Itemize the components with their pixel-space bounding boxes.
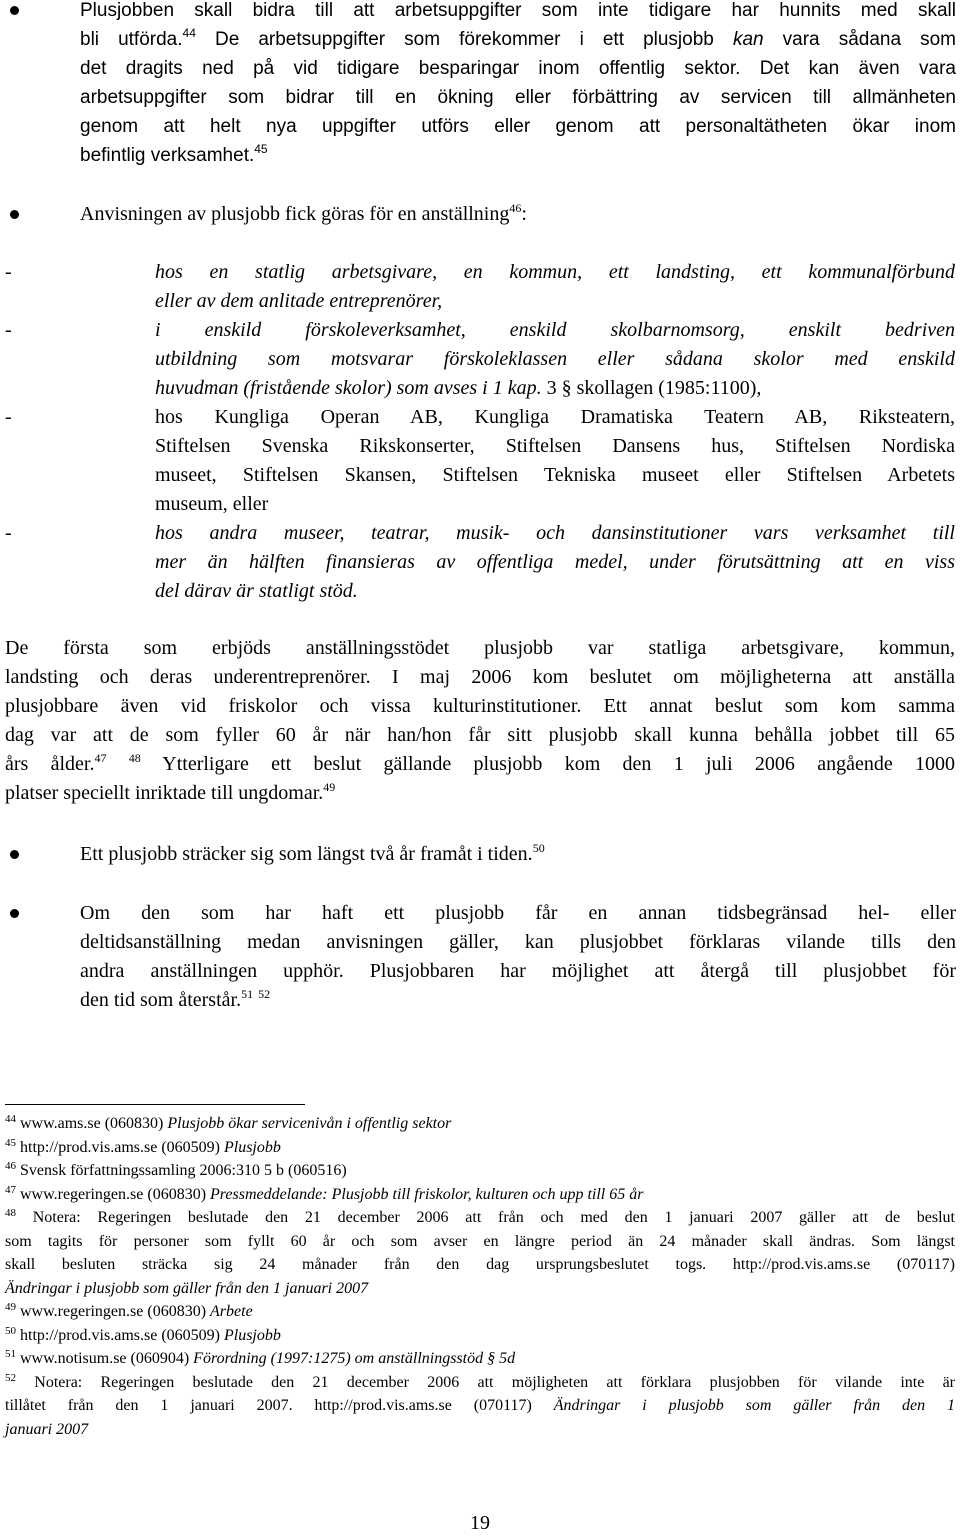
footnote-51: $^{51}$ www.notisum.se (060904) Förordning (1997:1275) om anställningsstöd § 5d: [5, 1348, 516, 1367]
footnote-ref-50[interactable]: 50: [532, 841, 545, 855]
bullet-icon: [10, 6, 19, 15]
body-paragraph: De första som erbjöds anställningsstödet plusjobb var statliga arbetsgivare, kommun, landsting och deras underentreprenörer. I maj 2006 kom beslutet om möjligheterna att anställa plusjobbare även vid friskolor och vissa kulturinstitutioner. Ett annat beslut som kom samma dag var att de som fyller 60 år när han/hon får sitt plusjobb skall kunna behålla jobbet till 65 års ålder.$^{47}$ $^{48}$ Ytterligare ett beslut gällande plusjobb kom den 1 juli 2006 angående 1000 platser speciellt inriktade till ungdomar.$^{49}$: [5, 637, 955, 804]
bullet-item-duration: Ett plusjobb sträcker sig som längst två år framåt i tiden.$^{50}$: [80, 840, 956, 869]
footnote-44: $^{44}$ www.ams.se (060830) Plusjobb ökar servicenivån i offentlig sektor: [5, 1113, 452, 1132]
page-number: 19: [470, 1512, 490, 1534]
bullet-item-plusjobb-purpose: Plusjobben skall bidra till att arbetsuppgifter som inte tidigare har hunnits med skall bli utförda.$^{44}$ De arbetsuppgifter som förekommer i ett plusjobb kan vara sådana som det dragits ned på vid tidigare besparingar inom offentlig sektor. Det kan även vara arbetsuppgifter som bidrar till en ökning eller förbättring av servicen till allmänheten genom att helt nya uppgifter utförs eller genom att personaltätheten ökar inom befintlig verksamhet.$^{45}$: [80, 0, 956, 170]
bullet-icon: [10, 850, 19, 859]
footnotes: [5, 1112, 955, 1441]
list-item: - hos andra museer, teatrar, musik- och dansinstitutioner vars verksamhet till mer än hälften finansieras av offentliga medel, under förutsättning att en viss del därav är statligt stöd.: [5, 522, 955, 602]
employer-dash-list: [0, 258, 960, 606]
footnote-ref-48[interactable]: 48: [128, 751, 141, 765]
footnote-ref-44[interactable]: 44: [182, 26, 196, 40]
footnote-49: $^{49}$ www.regeringen.se (060830) Arbete: [5, 1301, 253, 1320]
footnote-45: $^{45}$ http://prod.vis.ams.se (060509) Plusjobb: [5, 1136, 281, 1156]
bullet-icon: [10, 909, 19, 918]
footnote-46: $^{46}$ Svensk författningssamling 2006:310 5 b (060516): [5, 1160, 347, 1179]
footnote-ref-51[interactable]: 51: [241, 987, 254, 1001]
footnote-ref-45[interactable]: 45: [254, 142, 268, 156]
footnote-ref-47[interactable]: 47: [94, 751, 107, 765]
footnote-47: $^{47}$ www.regeringen.se (060830) Pressmeddelande: Plusjobb till friskolor, kulturen och upp till 65 år: [5, 1183, 644, 1203]
list-item: - hos Kungliga Operan AB, Kungliga Dramatiska Teatern AB, Riksteatern, Stiftelsen Svenska Rikskonserter, Stiftelsen Dansens hus, Stiftelsen Nordiska museet, Stiftelsen Skansen, Stiftelsen Tekniska museet eller Stiftelsen Arbetets museum, eller: [5, 406, 955, 515]
footnote-50: $^{50}$ http://prod.vis.ams.se (060509) Plusjobb: [5, 1324, 281, 1344]
footnote-divider: [5, 1104, 305, 1105]
list-item: - hos en statlig arbetsgivare, en kommun, ett landsting, ett kommunalförbund eller av dem anlitade entreprenörer,: [5, 261, 955, 312]
footnote-ref-46[interactable]: 46: [509, 201, 522, 215]
bullet-item-dormant: Om den som har haft ett plusjobb får en annan tidsbegränsad hel- eller deltidsanställning medan anvisningen gäller, kan plusjobbet förklaras vilande tills den andra anställningen upphör. Plusjobbaren har möjlighet att återgå till plusjobbet för den tid som återstår.$^{51}$ $^{52}$: [80, 899, 956, 1015]
footnote-ref-49[interactable]: 49: [323, 780, 336, 794]
footnote-52: $^{52}$ Notera: Regeringen beslutade den 21 december 2006 att möjligheten att förklara plusjobben för vilande inte är tillåtet från den 1 januari 2007. http://prod.vis.ams.se (070117) Ändringar i plusjobb som gäller från den 1 januari 2007: [5, 1371, 955, 1438]
footnote-48: $^{48}$ Notera: Regeringen beslutade den 21 december 2006 att från och med den 1 januari 2007 gäller att de beslut som tagits för personer som fyllt 60 år och som avser en längre period än 24 månader skall ändras. Som längst skall besluten sträcka sig 24 månader från den dag ursprungsbeslutet togs. http://prod.vis.ams.se (070117) Ändringar i plusjobb som gäller från den 1 januari 2007: [5, 1207, 955, 1297]
list-item: - i enskild förskoleverksamhet, enskild skolbarnomsorg, enskilt bedriven utbildning som motsvarar förskoleklassen eller sådana skolor med enskild huvudman (fristående skolor) som avses i 1 kap. 3 § skollagen (1985:1100),: [5, 319, 955, 399]
bullet-item-assignment: Anvisningen av plusjobb fick göras för en anställning$^{46}$:: [80, 200, 956, 229]
footnote-ref-52[interactable]: 52: [258, 987, 271, 1001]
bullet-icon: [10, 210, 19, 219]
